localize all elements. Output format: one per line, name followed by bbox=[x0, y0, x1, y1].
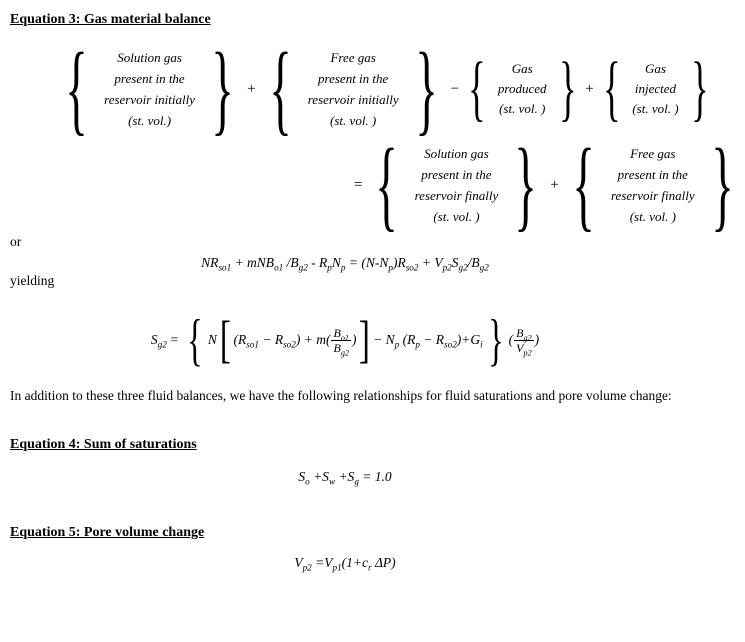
operator-minus: − bbox=[450, 80, 460, 97]
left-brace: { bbox=[65, 32, 88, 146]
right-brace: } bbox=[514, 128, 538, 242]
right-brace: } bbox=[487, 308, 504, 372]
left-brace: { bbox=[187, 308, 203, 372]
word-block-gas-produced bbox=[461, 48, 583, 129]
word-block-lines: Solution gas present in the reservoir finally (st. vol. ) bbox=[414, 146, 499, 224]
fraction-numerator: $B_{o1}$ bbox=[333, 325, 349, 342]
open-paren: ( bbox=[508, 332, 514, 347]
word-equation-row-2 bbox=[352, 128, 734, 242]
right-bracket: ] bbox=[359, 310, 371, 369]
word-equation-row-1 bbox=[54, 32, 709, 146]
fraction-denominator: $B_{g2}$ bbox=[333, 340, 349, 357]
fraction-bg2-vp2 bbox=[514, 326, 534, 355]
sg2-lhs: $S_{g2}$ bbox=[150, 332, 167, 350]
word-block-lines: Gas injected (st. vol. ) bbox=[632, 61, 679, 116]
word-block-free-gas-final bbox=[561, 128, 745, 242]
equation-sum-saturations: $S_o +S_w +S_g = 1.0$ bbox=[298, 469, 392, 487]
heading-equation-4: Equation 4: Sum of saturations bbox=[10, 437, 197, 452]
sg2-inner-terms: $(R_{so1} - R_{so2}) + m$( bbox=[233, 332, 331, 350]
operator-equals: = bbox=[354, 176, 363, 193]
right-brace: } bbox=[558, 48, 577, 129]
word-block-lines: Gas produced (st. vol. ) bbox=[497, 61, 547, 116]
equation-pore-volume: $V_{p2} =V_{p1}(1+c_r$ ΔP) bbox=[294, 555, 396, 573]
equation-gas-balance-symbolic: $NR_{so1} + mNB_{o1}$ $/B_{g2} - R_pN_p = (N-N_p)R_{so2} + V_{p2}S_{g2}/B_{g2}$ bbox=[201, 255, 489, 273]
word-block-lines: Free gas present in the reservoir finally (st. vol. ) bbox=[610, 146, 695, 224]
operator-plus: + bbox=[550, 176, 559, 193]
sg2-n-term: N bbox=[207, 332, 217, 347]
paragraph-fluid-balances: In addition to these three fluid balances, we have the following relationships for fluid saturations and pore volume change: bbox=[10, 388, 672, 403]
connector-yielding: yielding bbox=[10, 273, 55, 288]
left-bracket: [ bbox=[219, 310, 231, 369]
left-brace: { bbox=[268, 32, 292, 146]
equation-sg2 bbox=[0, 308, 690, 372]
left-brace: { bbox=[572, 128, 595, 242]
word-block-lines: Free gas present in the reservoir initially (st. vol. ) bbox=[307, 50, 399, 128]
left-brace: { bbox=[468, 48, 486, 129]
operator-equals: = bbox=[169, 332, 179, 347]
word-block-solution-gas-final bbox=[364, 128, 548, 242]
heading-equation-3: Equation 3: Gas material balance bbox=[10, 12, 211, 27]
close-paren: ) bbox=[351, 332, 357, 347]
right-brace: } bbox=[211, 32, 234, 146]
word-block-free-gas-initial bbox=[258, 32, 449, 146]
right-brace: } bbox=[710, 128, 734, 242]
right-brace: } bbox=[690, 48, 709, 129]
heading-equation-5: Equation 5: Pore volume change bbox=[10, 525, 205, 540]
left-brace: { bbox=[602, 48, 621, 129]
fraction-denominator: $V_{p2}$ bbox=[516, 340, 532, 357]
left-brace: { bbox=[375, 128, 399, 242]
operator-plus: + bbox=[585, 80, 594, 97]
word-block-lines: Solution gas present in the reservoir initially (st. vol.) bbox=[104, 50, 195, 128]
right-brace: } bbox=[414, 32, 438, 146]
sg2-mid-terms: − $N_p$ $(R_p - R_{so2})+G_i$ bbox=[373, 332, 483, 350]
close-paren: ) bbox=[534, 332, 540, 347]
word-block-solution-gas-initial bbox=[54, 32, 245, 146]
operator-plus: + bbox=[247, 80, 256, 97]
connector-or: or bbox=[10, 234, 22, 249]
fraction-numerator: $B_{g2}$ bbox=[516, 325, 532, 342]
fraction-bo1-bg2 bbox=[331, 326, 351, 355]
word-block-gas-injected bbox=[596, 48, 716, 129]
